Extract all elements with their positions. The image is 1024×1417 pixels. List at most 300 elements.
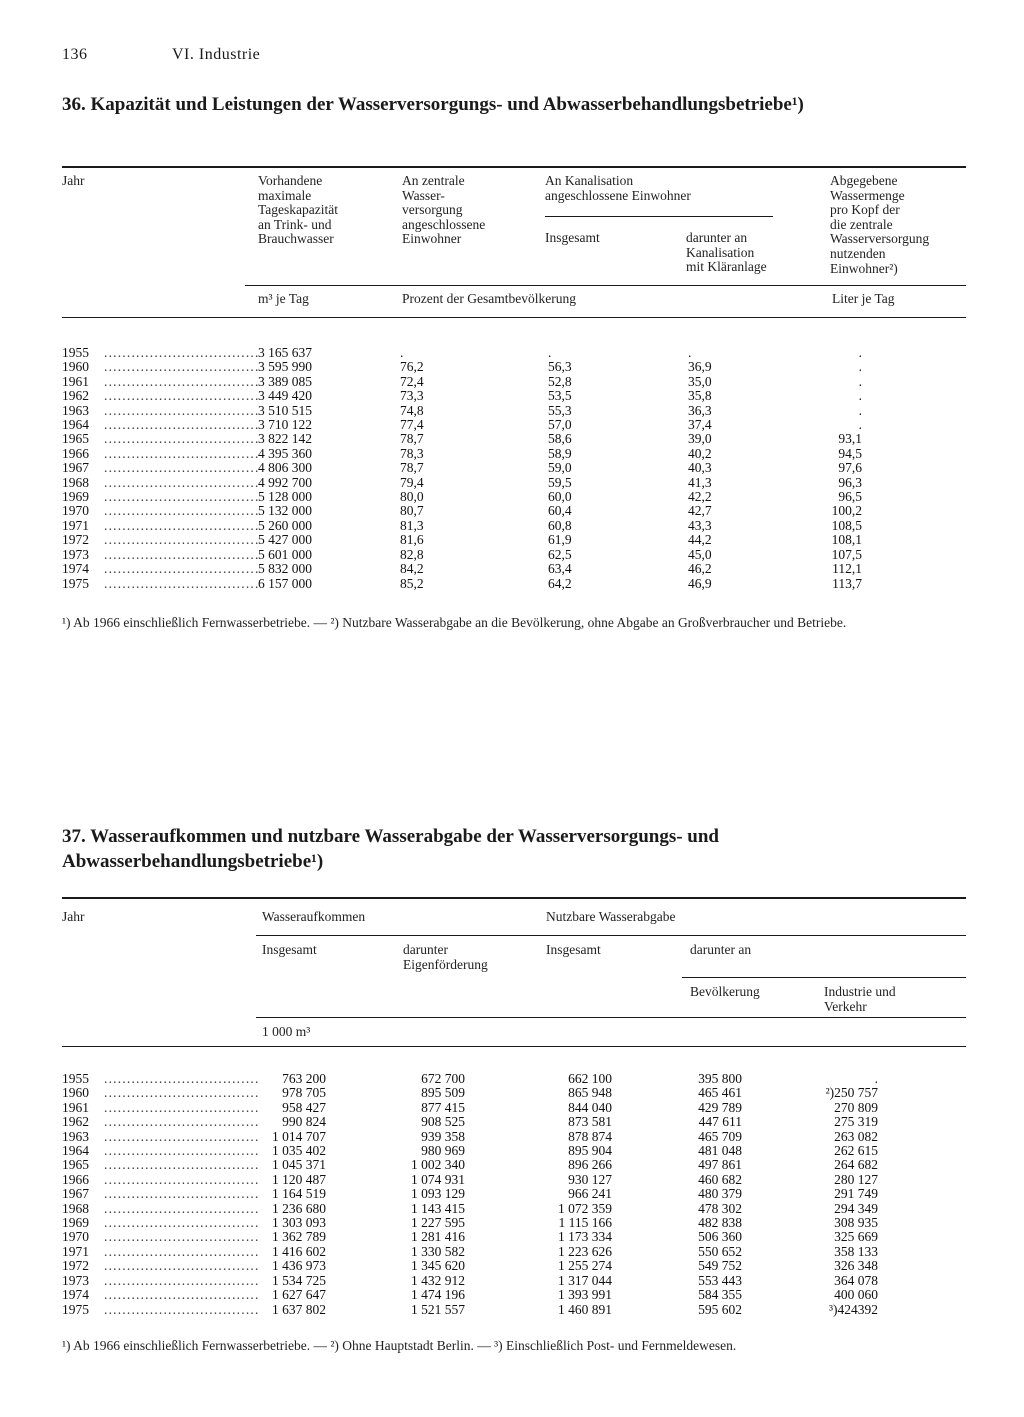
year-cell: 1971 xyxy=(62,517,89,533)
table37-row xyxy=(62,1274,966,1288)
klaeranlage-anteil-cell: 42,2 xyxy=(688,489,712,505)
table36-unit-liter: Liter je Tag xyxy=(832,291,895,306)
table36-row xyxy=(62,577,966,591)
leader-dots: .................................. xyxy=(104,1301,260,1317)
eigenfoerderung-cell: 895 509 xyxy=(421,1085,465,1101)
eigenfoerderung-cell: 1 227 595 xyxy=(411,1215,465,1231)
kapazitaet-cell: 5 427 000 xyxy=(258,532,312,548)
year-cell: 1975 xyxy=(62,1301,89,1317)
table36-row xyxy=(62,519,966,533)
zentral-anteil-cell: 85,2 xyxy=(400,575,424,591)
aufkommen-insgesamt-cell: 1 014 707 xyxy=(272,1128,326,1144)
table36-unit-prozent: Prozent der Gesamtbevölkerung xyxy=(402,291,576,306)
abgabe-insgesamt-cell: 930 127 xyxy=(568,1171,612,1187)
table36-col-kapazitaet: Vorhandene maximale Tageskapazität an Trink- und Brauchwasser xyxy=(258,173,339,247)
table36-row xyxy=(62,360,966,374)
leader-dots: .................................. xyxy=(104,561,260,577)
industrie-verkehr-cell: . xyxy=(874,1071,878,1086)
bevoelkerung-cell: 482 838 xyxy=(698,1215,742,1231)
klaeranlage-anteil-cell: 36,3 xyxy=(688,402,712,418)
table37-col-jahr: Jahr xyxy=(62,909,85,924)
kapazitaet-cell: 3 449 420 xyxy=(258,388,312,404)
zentral-anteil-cell: 80,7 xyxy=(400,503,424,519)
zentral-anteil-cell: 72,4 xyxy=(400,373,424,389)
leader-dots: .................................. xyxy=(104,474,260,490)
klaeranlage-anteil-cell: 35,8 xyxy=(688,388,712,404)
year-cell: 1962 xyxy=(62,1114,89,1130)
year-cell: 1966 xyxy=(62,1171,89,1187)
liter-je-tag-cell: . xyxy=(858,373,862,389)
liter-je-tag-cell: 96,5 xyxy=(838,489,862,505)
table36-row xyxy=(62,533,966,547)
year-cell: 1970 xyxy=(62,503,89,519)
kapazitaet-cell: 3 510 515 xyxy=(258,402,312,418)
zentral-anteil-cell: 76,2 xyxy=(400,359,424,375)
year-cell: 1973 xyxy=(62,1272,89,1288)
liter-je-tag-cell: 96,3 xyxy=(838,474,862,490)
klaeranlage-anteil-cell: 41,3 xyxy=(688,474,712,490)
leader-dots: .................................. xyxy=(104,388,260,404)
year-cell: 1971 xyxy=(62,1243,89,1259)
year-cell: 1966 xyxy=(62,445,89,461)
klaeranlage-anteil-cell: 40,2 xyxy=(688,445,712,461)
year-cell: 1955 xyxy=(62,1071,89,1086)
aufkommen-insgesamt-cell: 1 236 680 xyxy=(272,1200,326,1216)
year-cell: 1955 xyxy=(62,345,89,360)
eigenfoerderung-cell: 1 281 416 xyxy=(411,1229,465,1245)
table37-col-aufkommen-insgesamt: Insgesamt xyxy=(262,942,317,957)
industrie-verkehr-cell: 264 682 xyxy=(834,1157,878,1173)
eigenfoerderung-cell: 1 093 129 xyxy=(411,1186,465,1202)
abgabe-insgesamt-cell: 878 874 xyxy=(568,1128,612,1144)
year-cell: 1974 xyxy=(62,561,89,577)
aufkommen-insgesamt-cell: 1 120 487 xyxy=(272,1171,326,1187)
bevoelkerung-cell: 395 800 xyxy=(698,1071,742,1086)
industrie-verkehr-cell: 280 127 xyxy=(834,1171,878,1187)
year-cell: 1962 xyxy=(62,388,89,404)
year-cell: 1967 xyxy=(62,460,89,476)
year-cell: 1965 xyxy=(62,1157,89,1173)
leader-dots: .................................. xyxy=(104,417,260,433)
kanal-anteil-cell: 63,4 xyxy=(548,561,572,577)
year-cell: 1961 xyxy=(62,1099,89,1115)
kanal-anteil-cell: 60,8 xyxy=(548,517,572,533)
year-cell: 1963 xyxy=(62,402,89,418)
zentral-anteil-cell: 81,6 xyxy=(400,532,424,548)
leader-dots: .................................. xyxy=(104,1272,260,1288)
table36-row xyxy=(62,504,966,518)
aufkommen-insgesamt-cell: 990 824 xyxy=(282,1114,326,1130)
industrie-verkehr-cell: 275 319 xyxy=(834,1114,878,1130)
kanal-anteil-cell: 61,9 xyxy=(548,532,572,548)
bevoelkerung-cell: 550 652 xyxy=(698,1243,742,1259)
aufkommen-insgesamt-cell: 1 436 973 xyxy=(272,1258,326,1274)
klaeranlage-anteil-cell: 43,3 xyxy=(688,517,712,533)
bevoelkerung-cell: 465 461 xyxy=(698,1085,742,1101)
kapazitaet-cell: 3 389 085 xyxy=(258,373,312,389)
industrie-verkehr-cell: 400 060 xyxy=(834,1287,878,1303)
section-title: VI. Industrie xyxy=(172,46,261,63)
year-cell: 1960 xyxy=(62,1085,89,1101)
eigenfoerderung-cell: 980 969 xyxy=(421,1143,465,1159)
liter-je-tag-cell: . xyxy=(858,402,862,418)
zentral-anteil-cell: 79,4 xyxy=(400,474,424,490)
table37-row xyxy=(62,1187,966,1201)
abgabe-insgesamt-cell: 1 255 274 xyxy=(558,1258,612,1274)
table36-body xyxy=(62,346,966,591)
liter-je-tag-cell: 108,5 xyxy=(831,517,862,533)
klaeranlage-anteil-cell: 44,2 xyxy=(688,532,712,548)
kanal-anteil-cell: 57,0 xyxy=(548,417,572,433)
table36-title: 36. Kapazität und Leistungen der Wasserversorgungs- und Abwasserbehandlungsbetriebe¹) xyxy=(62,94,804,115)
liter-je-tag-cell: 97,6 xyxy=(838,460,862,476)
running-head xyxy=(62,46,260,64)
industrie-verkehr-cell: 325 669 xyxy=(834,1229,878,1245)
klaeranlage-anteil-cell: 35,0 xyxy=(688,373,712,389)
table36-header-rule xyxy=(245,285,966,286)
zentral-anteil-cell: 81,3 xyxy=(400,517,424,533)
year-cell: 1961 xyxy=(62,373,89,389)
abgabe-insgesamt-cell: 1 072 359 xyxy=(558,1200,612,1216)
industrie-verkehr-cell: 364 078 xyxy=(834,1272,878,1288)
liter-je-tag-cell: . xyxy=(858,345,862,360)
table37-col-industrie: Industrie und Verkehr xyxy=(824,984,896,1014)
kanal-anteil-cell: 64,2 xyxy=(548,575,572,591)
liter-je-tag-cell: 93,1 xyxy=(838,431,862,447)
table36-row xyxy=(62,432,966,446)
klaeranlage-anteil-cell: 46,2 xyxy=(688,561,712,577)
liter-je-tag-cell: 100,2 xyxy=(831,503,862,519)
table37-row xyxy=(62,1245,966,1259)
eigenfoerderung-cell: 1 521 557 xyxy=(411,1301,465,1317)
eigenfoerderung-cell: 1 074 931 xyxy=(411,1171,465,1187)
table37-row xyxy=(62,1086,966,1100)
abgabe-insgesamt-cell: 873 581 xyxy=(568,1114,612,1130)
bevoelkerung-cell: 481 048 xyxy=(698,1143,742,1159)
table37-body xyxy=(62,1072,966,1317)
leader-dots: .................................. xyxy=(104,1114,260,1130)
kapazitaet-cell: 5 128 000 xyxy=(258,489,312,505)
table36-body-rule xyxy=(62,317,966,318)
eigenfoerderung-cell: 1 345 620 xyxy=(411,1258,465,1274)
kanal-anteil-cell: 55,3 xyxy=(548,402,572,418)
year-cell: 1968 xyxy=(62,1200,89,1216)
leader-dots: .................................. xyxy=(104,546,260,562)
aufkommen-insgesamt-cell: 1 534 725 xyxy=(272,1272,326,1288)
year-cell: 1972 xyxy=(62,1258,89,1274)
year-cell: 1965 xyxy=(62,431,89,447)
leader-dots: .................................. xyxy=(104,1215,260,1231)
zentral-anteil-cell: 78,7 xyxy=(400,431,424,447)
table37-row xyxy=(62,1115,966,1129)
klaeranlage-anteil-cell: 42,7 xyxy=(688,503,712,519)
abgabe-insgesamt-cell: 844 040 xyxy=(568,1099,612,1115)
abgabe-insgesamt-cell: 1 317 044 xyxy=(558,1272,612,1288)
year-cell: 1975 xyxy=(62,575,89,591)
year-cell: 1972 xyxy=(62,532,89,548)
table37-row xyxy=(62,1230,966,1244)
zentral-anteil-cell: 78,3 xyxy=(400,445,424,461)
leader-dots: .................................. xyxy=(104,345,260,360)
kanal-anteil-cell: 59,0 xyxy=(548,460,572,476)
aufkommen-insgesamt-cell: 1 637 802 xyxy=(272,1301,326,1317)
year-cell: 1964 xyxy=(62,1143,89,1159)
bevoelkerung-cell: 480 379 xyxy=(698,1186,742,1202)
kanal-anteil-cell: 59,5 xyxy=(548,474,572,490)
eigenfoerderung-cell: 877 415 xyxy=(421,1099,465,1115)
kapazitaet-cell: 5 832 000 xyxy=(258,561,312,577)
leader-dots: .................................. xyxy=(104,532,260,548)
table36-col-kanal-insgesamt: Insgesamt xyxy=(545,230,600,245)
klaeranlage-anteil-cell: 39,0 xyxy=(688,431,712,447)
bevoelkerung-cell: 478 302 xyxy=(698,1200,742,1216)
year-cell: 1969 xyxy=(62,1215,89,1231)
table37-row xyxy=(62,1288,966,1302)
eigenfoerderung-cell: 672 700 xyxy=(421,1071,465,1086)
table36-row xyxy=(62,562,966,576)
kanal-anteil-cell: 52,8 xyxy=(548,373,572,389)
table36-row xyxy=(62,476,966,490)
table36-col-wassermenge: Abgegebene Wassermenge pro Kopf der die zentrale Wasserversorgung nutzenden Einwohner²) xyxy=(830,173,930,276)
eigenfoerderung-cell: 939 358 xyxy=(421,1128,465,1144)
industrie-verkehr-cell: 308 935 xyxy=(834,1215,878,1231)
liter-je-tag-cell: . xyxy=(858,417,862,433)
industrie-verkehr-cell: 294 349 xyxy=(834,1200,878,1216)
aufkommen-insgesamt-cell: 958 427 xyxy=(282,1099,326,1115)
leader-dots: .................................. xyxy=(104,1229,260,1245)
zentral-anteil-cell: . xyxy=(400,345,404,360)
year-cell: 1974 xyxy=(62,1287,89,1303)
zentral-anteil-cell: 78,7 xyxy=(400,460,424,476)
table37-col-bevoelkerung: Bevölkerung xyxy=(690,984,760,999)
liter-je-tag-cell: 94,5 xyxy=(838,445,862,461)
table37-top-rule xyxy=(62,897,966,899)
leader-dots: .................................. xyxy=(104,402,260,418)
table37-row xyxy=(62,1158,966,1172)
abgabe-insgesamt-cell: 1 460 891 xyxy=(558,1301,612,1317)
aufkommen-insgesamt-cell: 1 303 093 xyxy=(272,1215,326,1231)
leader-dots: .................................. xyxy=(104,373,260,389)
table36-row xyxy=(62,389,966,403)
aufkommen-insgesamt-cell: 1 045 371 xyxy=(272,1157,326,1173)
kanal-anteil-cell: 58,9 xyxy=(548,445,572,461)
table36-kanal-rule xyxy=(545,216,773,217)
kanal-anteil-cell: 62,5 xyxy=(548,546,572,562)
table37-darunter-rule xyxy=(682,977,966,978)
table37-row xyxy=(62,1072,966,1086)
aufkommen-insgesamt-cell: 1 627 647 xyxy=(272,1287,326,1303)
industrie-verkehr-cell: 358 133 xyxy=(834,1243,878,1259)
table37-row xyxy=(62,1130,966,1144)
aufkommen-insgesamt-cell: 1 416 602 xyxy=(272,1243,326,1259)
eigenfoerderung-cell: 1 432 912 xyxy=(411,1272,465,1288)
leader-dots: .................................. xyxy=(104,1171,260,1187)
leader-dots: .................................. xyxy=(104,1200,260,1216)
year-cell: 1960 xyxy=(62,359,89,375)
liter-je-tag-cell: . xyxy=(858,359,862,375)
table37-row xyxy=(62,1216,966,1230)
liter-je-tag-cell: 113,7 xyxy=(832,575,862,591)
year-cell: 1969 xyxy=(62,489,89,505)
zentral-anteil-cell: 73,3 xyxy=(400,388,424,404)
leader-dots: .................................. xyxy=(104,575,260,591)
table36-row xyxy=(62,447,966,461)
table36-row xyxy=(62,418,966,432)
industrie-verkehr-cell: ³)424392 xyxy=(828,1301,878,1317)
zentral-anteil-cell: 80,0 xyxy=(400,489,424,505)
leader-dots: .................................. xyxy=(104,1099,260,1115)
table36-col-zentral: An zentrale Wasser- versorgung angeschlossene Einwohner xyxy=(402,173,486,247)
leader-dots: .................................. xyxy=(104,359,260,375)
eigenfoerderung-cell: 1 474 196 xyxy=(411,1287,465,1303)
abgabe-insgesamt-cell: 1 173 334 xyxy=(558,1229,612,1245)
table36-row xyxy=(62,375,966,389)
klaeranlage-anteil-cell: 37,4 xyxy=(688,417,712,433)
table37-col-abgabe-insgesamt: Insgesamt xyxy=(546,942,601,957)
leader-dots: .................................. xyxy=(104,460,260,476)
aufkommen-insgesamt-cell: 1 362 789 xyxy=(272,1229,326,1245)
klaeranlage-anteil-cell: 45,0 xyxy=(688,546,712,562)
table37-title: 37. Wasseraufkommen und nutzbare Wasserabgabe der Wasserversorgungs- und Abwasserbehandlungsbetriebe¹) xyxy=(62,826,719,872)
leader-dots: .................................. xyxy=(104,1258,260,1274)
table36-row xyxy=(62,404,966,418)
kanal-anteil-cell: 60,0 xyxy=(548,489,572,505)
abgabe-insgesamt-cell: 1 115 166 xyxy=(558,1215,612,1231)
zentral-anteil-cell: 74,8 xyxy=(400,402,424,418)
year-cell: 1968 xyxy=(62,474,89,490)
bevoelkerung-cell: 595 602 xyxy=(698,1301,742,1317)
bevoelkerung-cell: 460 682 xyxy=(698,1171,742,1187)
kapazitaet-cell: 6 157 000 xyxy=(258,575,312,591)
kapazitaet-cell: 5 260 000 xyxy=(258,517,312,533)
aufkommen-insgesamt-cell: 763 200 xyxy=(282,1071,326,1086)
aufkommen-insgesamt-cell: 978 705 xyxy=(282,1085,326,1101)
industrie-verkehr-cell: ²)250 757 xyxy=(825,1085,878,1101)
table37-row xyxy=(62,1173,966,1187)
eigenfoerderung-cell: 1 143 415 xyxy=(411,1200,465,1216)
kapazitaet-cell: 4 806 300 xyxy=(258,460,312,476)
abgabe-insgesamt-cell: 966 241 xyxy=(568,1186,612,1202)
industrie-verkehr-cell: 270 809 xyxy=(834,1099,878,1115)
year-cell: 1964 xyxy=(62,417,89,433)
year-cell: 1963 xyxy=(62,1128,89,1144)
industrie-verkehr-cell: 263 082 xyxy=(834,1128,878,1144)
abgabe-insgesamt-cell: 895 904 xyxy=(568,1143,612,1159)
leader-dots: .................................. xyxy=(104,1186,260,1202)
kapazitaet-cell: 5 132 000 xyxy=(258,503,312,519)
leader-dots: .................................. xyxy=(104,489,260,505)
zentral-anteil-cell: 82,8 xyxy=(400,546,424,562)
page-number: 136 xyxy=(62,46,88,63)
kanal-anteil-cell: 53,5 xyxy=(548,388,572,404)
abgabe-insgesamt-cell: 662 100 xyxy=(568,1071,612,1086)
table36-col-kanal-klaeranlage: darunter an Kanalisation mit Kläranlage xyxy=(686,230,767,275)
leader-dots: .................................. xyxy=(104,1243,260,1259)
bevoelkerung-cell: 497 861 xyxy=(698,1157,742,1173)
table36-col-jahr: Jahr xyxy=(62,173,85,188)
table37-row xyxy=(62,1101,966,1115)
kapazitaet-cell: 3 710 122 xyxy=(258,417,312,433)
kanal-anteil-cell: 60,4 xyxy=(548,503,572,519)
eigenfoerderung-cell: 1 330 582 xyxy=(411,1243,465,1259)
table36-row xyxy=(62,461,966,475)
table37-body-rule xyxy=(62,1046,966,1047)
klaeranlage-anteil-cell: 46,9 xyxy=(688,575,712,591)
leader-dots: .................................. xyxy=(104,1287,260,1303)
liter-je-tag-cell: 108,1 xyxy=(831,532,862,548)
klaeranlage-anteil-cell: 40,3 xyxy=(688,460,712,476)
table37-row xyxy=(62,1259,966,1273)
leader-dots: .................................. xyxy=(104,431,260,447)
abgabe-insgesamt-cell: 1 223 626 xyxy=(558,1243,612,1259)
leader-dots: .................................. xyxy=(104,1143,260,1159)
kapazitaet-cell: 3 822 142 xyxy=(258,431,312,447)
bevoelkerung-cell: 549 752 xyxy=(698,1258,742,1274)
table37-row xyxy=(62,1144,966,1158)
table36-unit-m3: m³ je Tag xyxy=(258,291,309,306)
kanal-anteil-cell: . xyxy=(548,345,552,360)
table37-col-wasserabgabe: Nutzbare Wasserabgabe xyxy=(546,909,676,924)
table37-group-rule xyxy=(256,935,966,936)
klaeranlage-anteil-cell: 36,9 xyxy=(688,359,712,375)
kapazitaet-cell: 4 992 700 xyxy=(258,474,312,490)
table36-row xyxy=(62,548,966,562)
year-cell: 1973 xyxy=(62,546,89,562)
leader-dots: .................................. xyxy=(104,517,260,533)
industrie-verkehr-cell: 326 348 xyxy=(834,1258,878,1274)
bevoelkerung-cell: 553 443 xyxy=(698,1272,742,1288)
zentral-anteil-cell: 84,2 xyxy=(400,561,424,577)
table37-col-darunter: darunter an xyxy=(690,942,752,957)
year-cell: 1967 xyxy=(62,1186,89,1202)
kapazitaet-cell: 3 595 990 xyxy=(258,359,312,375)
aufkommen-insgesamt-cell: 1 035 402 xyxy=(272,1143,326,1159)
bevoelkerung-cell: 584 355 xyxy=(698,1287,742,1303)
table37-header-rule xyxy=(256,1017,966,1018)
abgabe-insgesamt-cell: 1 393 991 xyxy=(558,1287,612,1303)
liter-je-tag-cell: 112,1 xyxy=(832,561,862,577)
kapazitaet-cell: 4 395 360 xyxy=(258,445,312,461)
liter-je-tag-cell: 107,5 xyxy=(831,546,862,562)
industrie-verkehr-cell: 291 749 xyxy=(834,1186,878,1202)
table37-unit: 1 000 m³ xyxy=(262,1024,311,1039)
table36-row xyxy=(62,346,966,360)
zentral-anteil-cell: 77,4 xyxy=(400,417,424,433)
table37-col-eigenfoerderung: darunter Eigenförderung xyxy=(403,942,488,972)
table37-footnote: ¹) Ab 1966 einschließlich Fernwasserbetriebe. — ²) Ohne Hauptstadt Berlin. — ³) Einschließlich Post- und Fernmeldewesen. xyxy=(62,1338,737,1353)
leader-dots: .................................. xyxy=(104,1085,260,1101)
year-cell: 1970 xyxy=(62,1229,89,1245)
leader-dots: .................................. xyxy=(104,1157,260,1173)
leader-dots: .................................. xyxy=(104,445,260,461)
leader-dots: .................................. xyxy=(104,1071,260,1086)
table36-footnote: ¹) Ab 1966 einschließlich Fernwasserbetriebe. — ²) Nutzbare Wasserabgabe an die Bevölkerung, ohne Abgabe an Großverbraucher und Betriebe. xyxy=(62,615,847,630)
leader-dots: .................................. xyxy=(104,1128,260,1144)
abgabe-insgesamt-cell: 896 266 xyxy=(568,1157,612,1173)
table36-col-kanal: An Kanalisation angeschlossene Einwohner xyxy=(545,173,691,203)
table36-row xyxy=(62,490,966,504)
kanal-anteil-cell: 58,6 xyxy=(548,431,572,447)
bevoelkerung-cell: 447 611 xyxy=(698,1114,742,1130)
kanal-anteil-cell: 56,3 xyxy=(548,359,572,375)
bevoelkerung-cell: 465 709 xyxy=(698,1128,742,1144)
aufkommen-insgesamt-cell: 1 164 519 xyxy=(272,1186,326,1202)
abgabe-insgesamt-cell: 865 948 xyxy=(568,1085,612,1101)
eigenfoerderung-cell: 908 525 xyxy=(421,1114,465,1130)
kapazitaet-cell: 3 165 637 xyxy=(258,345,312,360)
table37-row xyxy=(62,1303,966,1317)
kapazitaet-cell: 5 601 000 xyxy=(258,546,312,562)
